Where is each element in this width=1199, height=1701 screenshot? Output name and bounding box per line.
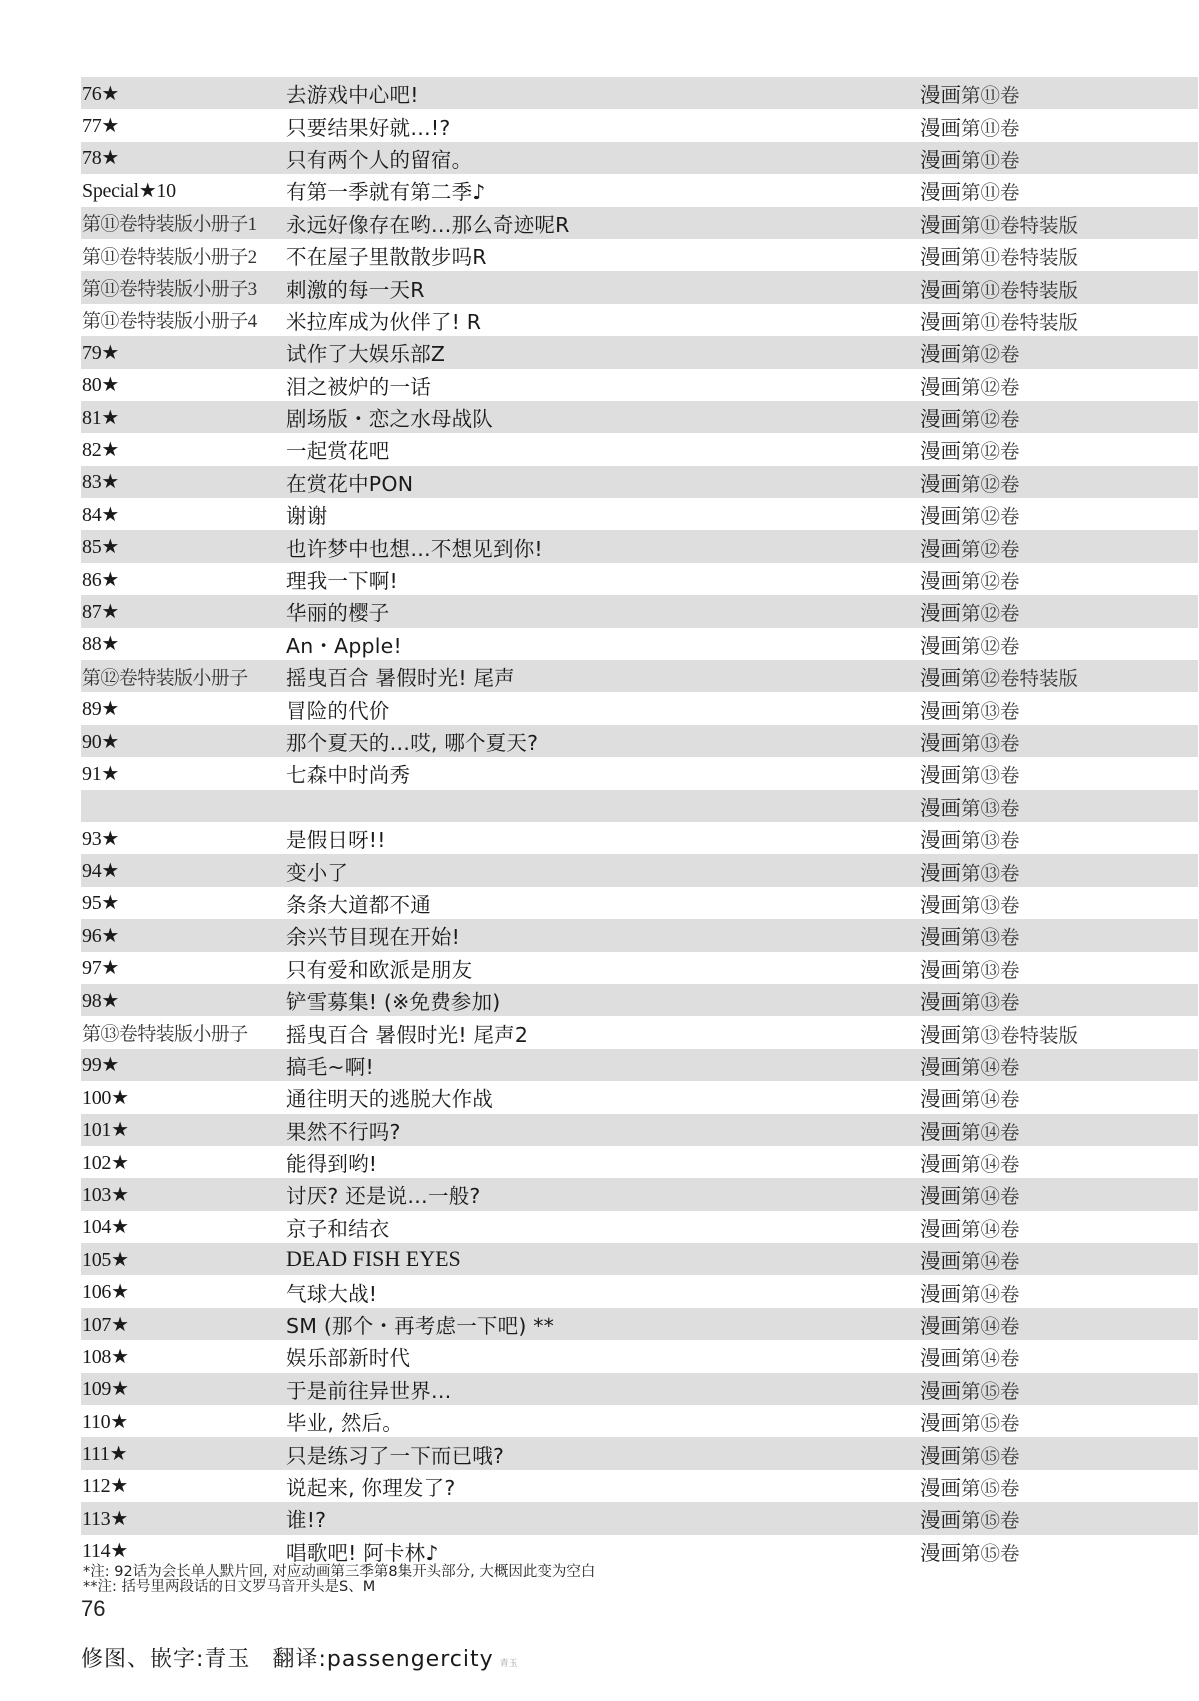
episode-number: 第⑫卷特装版小册子 (82, 667, 248, 689)
source-medium: 漫画 (920, 1475, 961, 1500)
source-medium: 漫画 (920, 1216, 961, 1241)
table-row (81, 1308, 1198, 1340)
episode-title: 理我一下啊! (286, 569, 398, 594)
credits (81, 1642, 518, 1673)
source-medium: 漫画 (920, 1022, 961, 1047)
episode-source (920, 1050, 1020, 1080)
source-medium: 漫画 (920, 860, 961, 885)
episode-number: 76★ (82, 82, 120, 105)
episode-title: 泪之被炉的一话 (286, 374, 431, 399)
source-medium: 漫画 (920, 1540, 961, 1565)
episode-number: 83★ (82, 471, 120, 494)
source-medium: 漫画 (920, 212, 961, 237)
table-row (81, 1081, 1198, 1113)
source-volume: 第⑮卷 (961, 1478, 1020, 1500)
source-medium: 漫画 (920, 309, 961, 334)
episode-title: 气球大战! (286, 1281, 378, 1306)
episode-title: 华丽的樱子 (286, 601, 390, 626)
episode-number: 86★ (82, 568, 120, 591)
source-volume: 第⑮卷 (961, 1414, 1020, 1436)
episode-number: 109★ (82, 1378, 129, 1401)
episode-title: 谁!? (286, 1508, 327, 1533)
episode-number: 112★ (82, 1475, 128, 1498)
table-row (81, 369, 1198, 401)
table-row (81, 1178, 1198, 1210)
source-volume: 第⑫卷 (961, 474, 1020, 496)
source-medium: 漫画 (920, 439, 961, 464)
source-volume: 第⑪卷特装版 (961, 280, 1079, 302)
table-row (81, 207, 1198, 239)
source-medium: 漫画 (920, 1184, 961, 1209)
translate-label: 翻译: (272, 1647, 327, 1672)
source-medium: 漫画 (920, 536, 961, 561)
translate-name: passengercity (326, 1647, 494, 1672)
episode-source (920, 1212, 1020, 1242)
episode-number: 78★ (82, 147, 120, 170)
source-medium: 漫画 (920, 795, 961, 820)
source-volume: 第⑮卷 (961, 1543, 1020, 1565)
table-row (81, 304, 1198, 336)
episode-title: 只是练习了一下而已哦? (286, 1443, 505, 1468)
episode-source (920, 305, 1078, 335)
source-volume: 第⑬卷 (961, 960, 1020, 982)
source-medium: 漫画 (920, 1281, 961, 1306)
table-row (81, 174, 1198, 206)
source-volume: 第⑭卷 (961, 1155, 1020, 1177)
source-medium: 漫画 (920, 1411, 961, 1436)
episode-source (920, 1374, 1020, 1404)
table-row (81, 271, 1198, 303)
episode-source (920, 564, 1020, 594)
source-medium: 漫画 (920, 1249, 961, 1274)
table-row (81, 1211, 1198, 1243)
source-volume: 第⑭卷 (961, 1090, 1020, 1112)
source-volume: 第⑪卷 (961, 150, 1020, 172)
episode-source (920, 1115, 1020, 1145)
table-row (81, 142, 1198, 174)
table-row (81, 757, 1198, 789)
episode-source (920, 532, 1020, 562)
table-row (81, 1275, 1198, 1307)
source-volume: 第⑫卷 (961, 604, 1020, 626)
source-medium: 漫画 (920, 698, 961, 723)
source-volume: 第⑭卷 (961, 1057, 1020, 1079)
episode-number: 93★ (82, 827, 120, 850)
source-medium: 漫画 (920, 342, 961, 367)
source-medium: 漫画 (920, 1346, 961, 1371)
episode-title: 毕业, 然后。 (286, 1411, 403, 1436)
episode-source (920, 1309, 1020, 1339)
episode-title: 永远好像存在哟…那么奇迹呢R (286, 212, 570, 237)
table-row (81, 1340, 1198, 1372)
source-medium: 漫画 (920, 1314, 961, 1339)
episode-title: 只要结果好就…!? (286, 115, 451, 140)
episode-number: 87★ (82, 600, 120, 623)
episode-title: 摇曳百合 暑假时光! 尾声2 (286, 1022, 529, 1047)
episode-source (920, 1018, 1078, 1048)
episode-title: An・Apple! (286, 633, 402, 658)
source-medium: 漫画 (920, 601, 961, 626)
source-volume: 第⑫卷 (961, 345, 1020, 367)
episode-number: 84★ (82, 503, 120, 526)
episode-number: 89★ (82, 698, 120, 721)
source-volume: 第⑭卷 (961, 1252, 1020, 1274)
episode-title: 也许梦中也想…不想见到你! (286, 536, 543, 561)
source-volume: 第⑫卷 (961, 507, 1020, 529)
episode-number: 82★ (82, 438, 120, 461)
episode-title: 冒险的代价 (286, 698, 390, 723)
episode-source (920, 726, 1020, 756)
source-medium: 漫画 (920, 731, 961, 755)
table-row (81, 1470, 1198, 1502)
episode-title: 只有两个人的留宿。 (286, 147, 473, 172)
table-row (81, 1373, 1198, 1405)
episode-source (920, 499, 1020, 529)
episode-source (920, 629, 1020, 659)
source-volume: 第⑭卷 (961, 1122, 1020, 1144)
episode-source (920, 434, 1020, 464)
episode-source (920, 337, 1020, 367)
episode-source (920, 694, 1020, 724)
source-medium: 漫画 (920, 374, 961, 399)
episode-title: DEAD FISH EYES (286, 1246, 461, 1272)
episode-number: 90★ (82, 730, 120, 753)
source-volume: 第⑮卷 (961, 1511, 1020, 1533)
episode-number: 81★ (82, 406, 120, 429)
episode-number: 第⑬卷特装版小册子 (82, 1024, 248, 1046)
episode-source (920, 920, 1020, 950)
table-row (81, 498, 1198, 530)
episode-source (920, 1179, 1020, 1209)
episode-title: 米拉库成为伙伴了! R (286, 309, 482, 334)
episode-source (920, 1147, 1020, 1177)
source-medium: 漫画 (920, 633, 961, 658)
episode-title: 京子和结衣 (286, 1216, 390, 1241)
episode-number: 第⑪卷特装版小册子1 (82, 214, 257, 236)
source-medium: 漫画 (920, 763, 961, 788)
source-volume: 第⑫卷 (961, 410, 1020, 432)
source-volume: 第⑬卷 (961, 701, 1020, 723)
table-row (81, 1146, 1198, 1178)
episode-title: 摇曳百合 暑假时光! 尾声 (286, 666, 515, 691)
episode-number: 101★ (82, 1119, 129, 1142)
episode-title: 余兴节目现在开始! (286, 925, 461, 950)
source-volume: 第⑭卷 (961, 1284, 1020, 1306)
episode-source (920, 208, 1078, 238)
table-row (81, 77, 1198, 109)
episode-source (920, 823, 1020, 853)
source-volume: 第⑬卷 (961, 895, 1020, 917)
source-medium: 漫画 (920, 407, 961, 432)
episode-number: 102★ (82, 1151, 129, 1174)
source-medium: 漫画 (920, 147, 961, 172)
episode-title: 刺激的每一天R (286, 277, 425, 302)
episode-number: 106★ (82, 1281, 129, 1304)
episode-source (920, 402, 1020, 432)
source-volume: 第⑫卷 (961, 572, 1020, 594)
episode-title: 试作了大娱乐部Z (286, 342, 446, 367)
source-volume: 第⑫卷 (961, 539, 1020, 561)
episode-title: 去游戏中心吧! (286, 83, 419, 108)
source-volume: 第⑬卷 (961, 734, 1020, 755)
source-volume: 第⑬卷 (961, 928, 1020, 950)
episode-number: 114★ (82, 1540, 128, 1563)
episode-number: 105★ (82, 1248, 129, 1271)
episode-title: 唱歌吧! 阿卡林♪ (286, 1540, 439, 1565)
table-row (81, 433, 1198, 465)
episode-number: 第⑪卷特装版小册子4 (82, 311, 257, 333)
source-medium: 漫画 (920, 828, 961, 853)
episode-title: 铲雪募集! (※免费参加) (286, 990, 501, 1015)
episode-title: 变小了 (286, 860, 349, 885)
source-medium: 漫画 (920, 245, 961, 270)
episode-title: 有第一季就有第二季♪ (286, 180, 486, 205)
episode-source (920, 596, 1020, 626)
stamp-mark: 青玉 (499, 1659, 518, 1669)
episode-source (920, 661, 1078, 691)
episode-title: SM (那个・再考虑一下吧) ** (286, 1314, 555, 1339)
table-row (81, 1502, 1198, 1534)
episode-number: 80★ (82, 374, 120, 397)
episode-source (920, 856, 1020, 886)
episode-number: 77★ (82, 115, 120, 138)
episode-source (920, 758, 1020, 788)
table-row (81, 530, 1198, 562)
source-volume: 第⑫卷 (961, 636, 1020, 658)
table-row (81, 887, 1198, 919)
table-row (81, 854, 1198, 886)
source-medium: 漫画 (920, 83, 961, 108)
episode-source (920, 467, 1020, 497)
table-row (81, 692, 1198, 724)
source-volume: 第⑬卷 (961, 863, 1020, 885)
episode-number: 91★ (82, 762, 120, 785)
episode-number: 第⑪卷特装版小册子3 (82, 279, 257, 301)
source-volume: 第⑫卷 (961, 442, 1020, 464)
table-row (81, 1243, 1198, 1275)
table-row (81, 1114, 1198, 1146)
table-row (81, 466, 1198, 498)
retouch-name: 青玉 (204, 1647, 251, 1672)
episode-number: 103★ (82, 1183, 129, 1206)
source-medium: 漫画 (920, 115, 961, 140)
episode-title: 果然不行吗? (286, 1119, 401, 1144)
episode-title: 通往明天的逃脱大作战 (286, 1087, 493, 1112)
episode-title: 一起赏花吧 (286, 439, 390, 464)
episode-title: 于是前往异世界… (286, 1378, 452, 1403)
episode-source (920, 78, 1020, 108)
source-medium: 漫画 (920, 1443, 961, 1468)
episode-source (920, 1244, 1020, 1274)
episode-source (920, 985, 1020, 1015)
table-row (81, 984, 1198, 1016)
source-medium: 漫画 (920, 180, 961, 205)
table-row (81, 919, 1198, 951)
episode-title: 谢谢 (286, 504, 328, 529)
episode-number: 94★ (82, 860, 120, 883)
table-row (81, 109, 1198, 141)
episode-number: 100★ (82, 1086, 129, 1109)
episode-source (920, 1439, 1020, 1469)
episode-source (920, 953, 1020, 983)
episode-number: 第⑪卷特装版小册子2 (82, 246, 257, 268)
source-volume: 第⑪卷特装版 (961, 312, 1079, 334)
episode-number: 88★ (82, 633, 120, 656)
episode-title: 只有爱和欧派是朋友 (286, 957, 473, 982)
episode-title: 搞毛~啊! (286, 1054, 374, 1079)
source-volume: 第⑭卷 (961, 1317, 1020, 1339)
episode-number: 110★ (82, 1410, 128, 1433)
episode-source (920, 888, 1020, 918)
retouch-label: 修图、嵌字: (81, 1647, 205, 1672)
source-volume: 第⑬卷 (961, 766, 1020, 788)
episode-number: 99★ (82, 1054, 120, 1077)
episode-title: 在赏花中PON (286, 471, 414, 496)
source-medium: 漫画 (920, 1119, 961, 1144)
source-medium: 漫画 (920, 1054, 961, 1079)
episode-number: 107★ (82, 1313, 129, 1336)
source-volume: 第⑭卷 (961, 1187, 1020, 1209)
episode-source (920, 1471, 1020, 1501)
source-volume: 第⑪卷 (961, 183, 1020, 205)
source-medium: 漫画 (920, 892, 961, 917)
source-volume: 第⑪卷特装版 (961, 215, 1079, 237)
table-row (81, 1437, 1198, 1469)
episode-title: 剧场版・恋之水母战队 (286, 407, 493, 432)
episode-table (81, 77, 1198, 1567)
source-medium: 漫画 (920, 504, 961, 529)
source-volume: 第⑭卷 (961, 1349, 1020, 1371)
episode-number: 97★ (82, 957, 120, 980)
source-volume: 第⑬卷 (961, 798, 1020, 820)
source-volume: 第⑮卷 (961, 1446, 1020, 1468)
source-volume: 第⑪卷 (961, 86, 1020, 108)
episode-number: 111★ (82, 1443, 128, 1466)
episode-source (920, 143, 1020, 173)
episode-source (920, 175, 1020, 205)
episode-source (920, 1406, 1020, 1436)
episode-number: 85★ (82, 536, 120, 559)
episode-number: 113★ (82, 1507, 128, 1530)
table-row (81, 1016, 1198, 1048)
table-row (81, 1535, 1198, 1567)
source-volume: 第⑫卷特装版 (961, 669, 1079, 691)
episode-title: 讨厌? 还是说…一般? (286, 1184, 481, 1209)
episode-source (920, 240, 1078, 270)
episode-source (920, 111, 1020, 141)
episode-source (920, 1341, 1020, 1371)
source-volume: 第⑫卷 (961, 377, 1020, 399)
source-medium: 漫画 (920, 1508, 961, 1533)
table-row (81, 1049, 1198, 1081)
episode-title: 娱乐部新时代 (286, 1346, 411, 1371)
source-medium: 漫画 (920, 666, 961, 691)
source-volume: 第⑪卷 (961, 118, 1020, 140)
source-volume: 第⑬卷特装版 (961, 1025, 1079, 1047)
source-medium: 漫画 (920, 1378, 961, 1403)
episode-number: 95★ (82, 892, 120, 915)
table-row (81, 628, 1198, 660)
source-volume: 第⑭卷 (961, 1219, 1020, 1241)
episode-title: 是假日呀!! (286, 828, 386, 853)
episode-number: 96★ (82, 924, 120, 947)
footnote-1: *注: 92话为会长单人默片回, 对应动画第三季第8集开头部分, 大概因此变为空白 (83, 1564, 596, 1580)
table-row (81, 595, 1198, 627)
page-number: 76 (81, 1596, 106, 1621)
episode-number: 79★ (82, 341, 120, 364)
source-medium: 漫画 (920, 569, 961, 594)
source-medium: 漫画 (920, 990, 961, 1015)
table-row (81, 660, 1198, 692)
source-volume: 第⑬卷 (961, 993, 1020, 1015)
episode-title: 不在屋子里散散步吗R (286, 245, 487, 270)
source-medium: 漫画 (920, 925, 961, 950)
source-medium: 漫画 (920, 957, 961, 982)
table-row (81, 952, 1198, 984)
source-medium: 漫画 (920, 471, 961, 496)
source-medium: 漫画 (920, 277, 961, 302)
episode-title: 条条大道都不通 (286, 892, 431, 917)
footnote-2: **注: 括号里两段话的日文罗马音开头是S、M (83, 1579, 376, 1595)
episode-title: 七森中时尚秀 (286, 763, 411, 788)
table-row (81, 822, 1198, 854)
episode-source (920, 1277, 1020, 1307)
source-volume: 第⑬卷 (961, 831, 1020, 853)
table-row (81, 790, 1198, 822)
source-medium: 漫画 (920, 1152, 961, 1177)
table-row (81, 1405, 1198, 1437)
footnotes (83, 1565, 595, 1595)
episode-number: 108★ (82, 1345, 129, 1368)
episode-number: Special★10 (82, 179, 176, 202)
table-row (81, 336, 1198, 368)
source-medium: 漫画 (920, 1087, 961, 1112)
table-row (81, 239, 1198, 271)
episode-source (920, 1082, 1020, 1112)
episode-number: 104★ (82, 1216, 129, 1239)
episode-source (920, 1503, 1020, 1533)
episode-source (920, 370, 1020, 400)
episode-title: 那个夏天的…哎, 哪个夏天? (286, 731, 539, 755)
source-volume: 第⑮卷 (961, 1381, 1020, 1403)
episode-source (920, 273, 1078, 303)
episode-number: 98★ (82, 989, 120, 1012)
episode-title: 说起来, 你理发了? (286, 1475, 456, 1500)
source-volume: 第⑪卷特装版 (961, 248, 1079, 270)
episode-source (920, 1536, 1020, 1566)
table-row (81, 725, 1198, 757)
table-row (81, 401, 1198, 433)
episode-source (920, 791, 1020, 821)
episode-title: 能得到哟! (286, 1152, 378, 1177)
table-row (81, 563, 1198, 595)
